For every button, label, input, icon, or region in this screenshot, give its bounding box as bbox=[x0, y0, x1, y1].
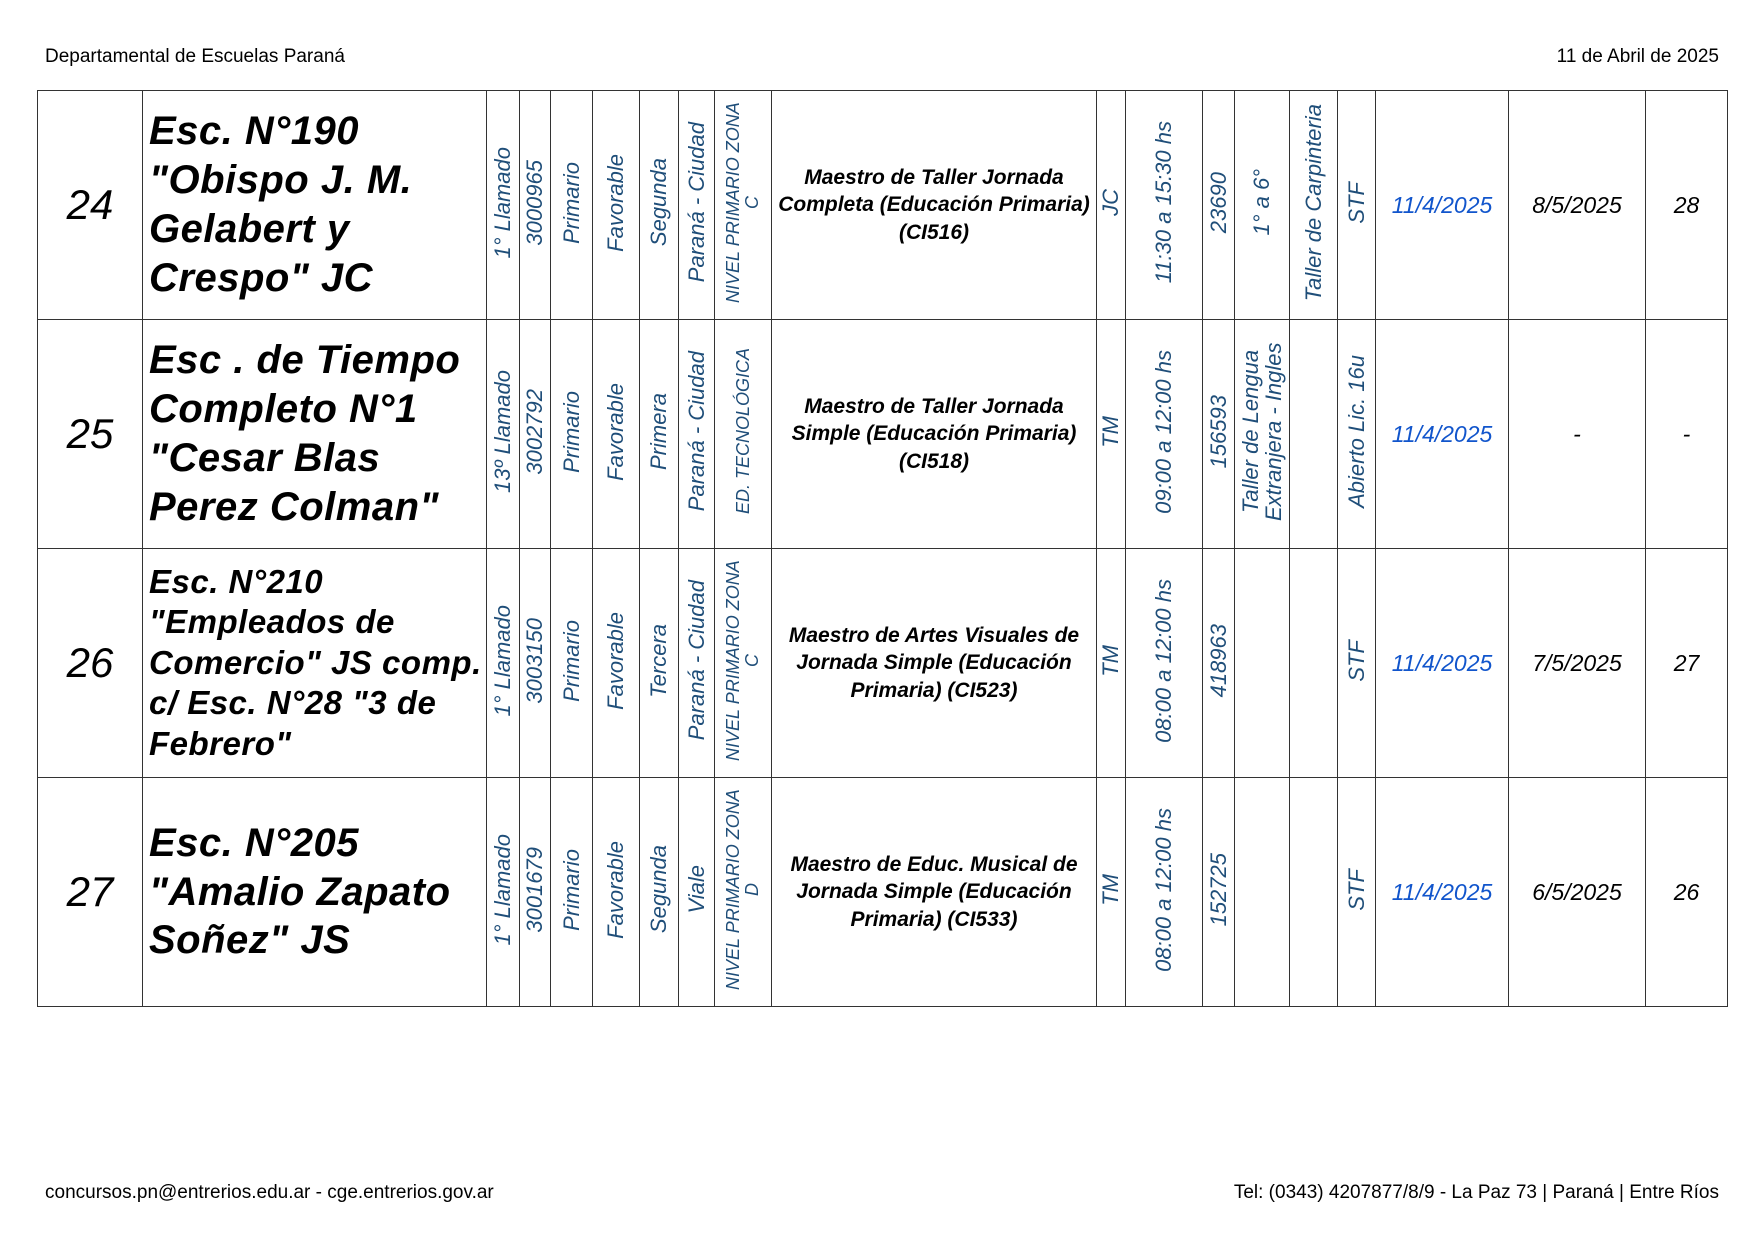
table-row bbox=[38, 549, 1728, 778]
cell-turno bbox=[1097, 778, 1126, 1007]
cell-especialidad bbox=[1290, 778, 1338, 1007]
cell-grados bbox=[1235, 320, 1290, 549]
cell-cupof bbox=[1203, 778, 1235, 1007]
cell-situacion bbox=[1338, 778, 1376, 1007]
cell-nivel bbox=[551, 549, 593, 778]
cell-cierre: 6/5/2025 bbox=[1509, 778, 1646, 1007]
nivel-text: Primario bbox=[558, 390, 584, 473]
cell-cierre: 7/5/2025 bbox=[1509, 549, 1646, 778]
cell-cierre: 8/5/2025 bbox=[1509, 91, 1646, 320]
cell-horario bbox=[1126, 778, 1203, 1007]
situacion-text: STF bbox=[1343, 181, 1369, 224]
cell-num: 26 bbox=[38, 549, 143, 778]
turno-text: JC bbox=[1098, 189, 1124, 216]
especialidad-text: Taller de Carpinteria bbox=[1300, 103, 1326, 302]
cell-code bbox=[520, 320, 551, 549]
cell-fecha: 11/4/2025 bbox=[1376, 320, 1509, 549]
zona-text: NIVEL PRIMARIO ZONA D bbox=[723, 789, 762, 990]
table-row bbox=[38, 778, 1728, 1007]
cell-dias: 28 bbox=[1646, 91, 1728, 320]
cell-situacion bbox=[1338, 320, 1376, 549]
llamado-text: 1° Llamado bbox=[490, 604, 516, 717]
cell-turno bbox=[1097, 320, 1126, 549]
cell-favorable bbox=[593, 91, 640, 320]
cell-llamado bbox=[487, 320, 520, 549]
cell-cierre: - bbox=[1509, 320, 1646, 549]
cell-grados bbox=[1235, 549, 1290, 778]
cell-fecha: 11/4/2025 bbox=[1376, 778, 1509, 1007]
cell-favorable bbox=[593, 778, 640, 1007]
cell-llamado bbox=[487, 91, 520, 320]
cell-llamado bbox=[487, 778, 520, 1007]
cell-favorable bbox=[593, 320, 640, 549]
categoria-text: Segunda bbox=[646, 845, 672, 934]
cell-turno bbox=[1097, 91, 1126, 320]
turno-text: TM bbox=[1098, 415, 1124, 448]
llamado-text: 1° Llamado bbox=[490, 146, 516, 259]
cell-nivel bbox=[551, 320, 593, 549]
cell-especialidad bbox=[1290, 91, 1338, 320]
situacion-text: STF bbox=[1343, 868, 1369, 911]
cell-dias: - bbox=[1646, 320, 1728, 549]
cell-code bbox=[520, 778, 551, 1007]
turno-text: TM bbox=[1098, 873, 1124, 906]
cell-ubicacion bbox=[679, 549, 715, 778]
footer-contact: concursos.pn@entrerios.edu.ar - cge.entrerios.gov.ar bbox=[45, 1182, 494, 1203]
cell-fecha: 11/4/2025 bbox=[1376, 549, 1509, 778]
cell-dias: 27 bbox=[1646, 549, 1728, 778]
table-row bbox=[38, 91, 1728, 320]
code-text: 3002792 bbox=[522, 388, 548, 475]
cell-zona bbox=[715, 91, 772, 320]
code-text: 3001679 bbox=[522, 846, 548, 933]
code-text: 3000965 bbox=[522, 159, 548, 246]
cell-dias: 26 bbox=[1646, 778, 1728, 1007]
footer-address: Tel: (0343) 4207877/8/9 - La Paz 73 | Paraná | Entre Ríos bbox=[1233, 1182, 1719, 1203]
cell-school: Esc. N°190 "Obispo J. M. Gelabert y Crespo" JC bbox=[143, 91, 487, 320]
cell-categoria bbox=[640, 549, 679, 778]
ubicacion-text: Paraná - Ciudad bbox=[683, 122, 709, 283]
zona-text: NIVEL PRIMARIO ZONA C bbox=[723, 102, 762, 303]
cell-categoria bbox=[640, 778, 679, 1007]
zona-text: ED. TECNOLÓGICA bbox=[732, 348, 753, 515]
cupof-text: 418963 bbox=[1205, 623, 1231, 698]
cell-llamado bbox=[487, 549, 520, 778]
cell-school: Esc . de Tiempo Completo N°1 "Cesar Blas Perez Colman" bbox=[143, 320, 487, 549]
cell-horario bbox=[1126, 320, 1203, 549]
ubicacion-text: Viale bbox=[683, 865, 709, 914]
cell-code bbox=[520, 91, 551, 320]
cell-school: Esc. N°210 "Empleados de Comercio" JS comp. c/ Esc. N°28 "3 de Febrero" bbox=[143, 549, 487, 778]
horario-text: 09:00 a 12:00 hs bbox=[1151, 349, 1177, 514]
cell-grados bbox=[1235, 778, 1290, 1007]
grados-text: Taller de Lengua Extranjera - Ingles bbox=[1237, 342, 1286, 521]
cell-categoria bbox=[640, 91, 679, 320]
cell-zona bbox=[715, 320, 772, 549]
cell-cupof bbox=[1203, 320, 1235, 549]
cell-horario bbox=[1126, 549, 1203, 778]
cell-favorable bbox=[593, 549, 640, 778]
llamado-text: 1° Llamado bbox=[490, 833, 516, 946]
cupof-text: 23690 bbox=[1205, 171, 1231, 234]
cell-especialidad bbox=[1290, 549, 1338, 778]
nivel-text: Primario bbox=[558, 848, 584, 931]
favorable-text: Favorable bbox=[603, 840, 629, 939]
code-text: 3003150 bbox=[522, 617, 548, 704]
ubicacion-text: Paraná - Ciudad bbox=[683, 580, 709, 741]
cell-cupof bbox=[1203, 549, 1235, 778]
cupof-text: 156593 bbox=[1205, 394, 1231, 469]
cell-ubicacion bbox=[679, 91, 715, 320]
cell-turno bbox=[1097, 549, 1126, 778]
cell-especialidad bbox=[1290, 320, 1338, 549]
horario-text: 08:00 a 12:00 hs bbox=[1151, 578, 1177, 743]
cell-cargo: Maestro de Artes Visuales de Jornada Simple (Educación Primaria) (CI523) bbox=[772, 549, 1097, 778]
cell-code bbox=[520, 549, 551, 778]
favorable-text: Favorable bbox=[603, 382, 629, 481]
cell-situacion bbox=[1338, 91, 1376, 320]
cell-cargo: Maestro de Taller Jornada Simple (Educación Primaria) (CI518) bbox=[772, 320, 1097, 549]
situacion-text: STF bbox=[1343, 639, 1369, 682]
table-row bbox=[38, 320, 1728, 549]
cell-horario bbox=[1126, 91, 1203, 320]
header-department: Departamental de Escuelas Paraná bbox=[45, 46, 345, 67]
categoria-text: Primera bbox=[646, 392, 672, 470]
grados-text: 1° a 6° bbox=[1249, 169, 1275, 236]
cell-fecha: 11/4/2025 bbox=[1376, 91, 1509, 320]
llamado-text: 13º Llamado bbox=[490, 369, 516, 493]
vacancies-table bbox=[37, 90, 1728, 1007]
cell-cupof bbox=[1203, 91, 1235, 320]
cell-num: 24 bbox=[38, 91, 143, 320]
categoria-text: Tercera bbox=[646, 623, 672, 698]
cell-grados bbox=[1235, 91, 1290, 320]
cell-ubicacion bbox=[679, 778, 715, 1007]
cupof-text: 152725 bbox=[1205, 852, 1231, 927]
categoria-text: Segunda bbox=[646, 158, 672, 247]
cell-categoria bbox=[640, 320, 679, 549]
horario-text: 08:00 a 12:00 hs bbox=[1151, 807, 1177, 972]
cell-num: 25 bbox=[38, 320, 143, 549]
cell-cargo: Maestro de Educ. Musical de Jornada Simple (Educación Primaria) (CI533) bbox=[772, 778, 1097, 1007]
cell-zona bbox=[715, 778, 772, 1007]
nivel-text: Primario bbox=[558, 161, 584, 244]
favorable-text: Favorable bbox=[603, 611, 629, 710]
horario-text: 11:30 a 15:30 hs bbox=[1151, 121, 1177, 284]
zona-text: NIVEL PRIMARIO ZONA C bbox=[723, 560, 762, 761]
ubicacion-text: Paraná - Ciudad bbox=[683, 351, 709, 512]
nivel-text: Primario bbox=[558, 619, 584, 702]
cell-cargo: Maestro de Taller Jornada Completa (Educación Primaria) (CI516) bbox=[772, 91, 1097, 320]
cell-nivel bbox=[551, 778, 593, 1007]
cell-school: Esc. N°205 "Amalio Zapato Soñez" JS bbox=[143, 778, 487, 1007]
turno-text: TM bbox=[1098, 644, 1124, 677]
header-date: 11 de Abril de 2025 bbox=[1556, 46, 1719, 67]
favorable-text: Favorable bbox=[603, 153, 629, 252]
cell-zona bbox=[715, 549, 772, 778]
situacion-text: Abierto Lic. 16u bbox=[1343, 355, 1369, 508]
cell-num: 27 bbox=[38, 778, 143, 1007]
cell-situacion bbox=[1338, 549, 1376, 778]
cell-nivel bbox=[551, 91, 593, 320]
cell-ubicacion bbox=[679, 320, 715, 549]
